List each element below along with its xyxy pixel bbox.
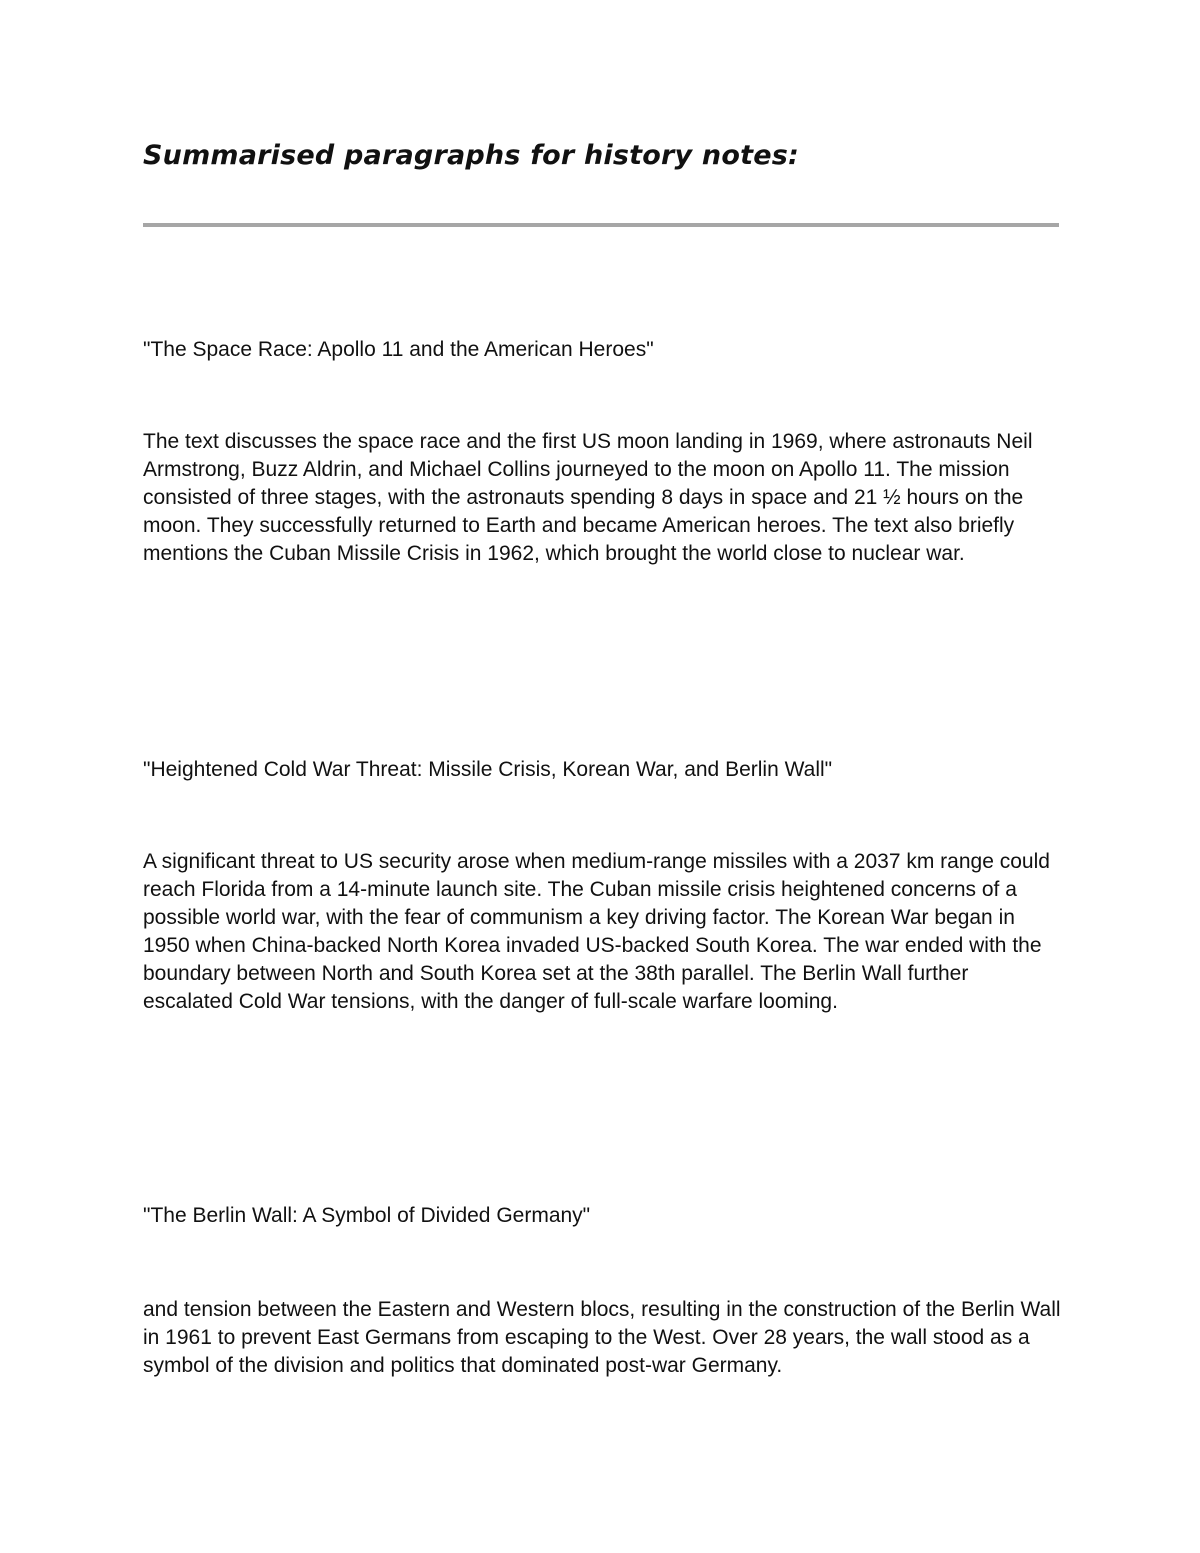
section-heading-berlin-wall: "The Berlin Wall: A Symbol of Divided Germany" <box>143 1204 591 1227</box>
section-heading-cold-war-threat: "Heightened Cold War Threat: Missile Crisis, Korean War, and Berlin Wall" <box>143 758 833 781</box>
section-body-space-race: The text discusses the space race and the first US moon landing in 1969, where astronauts Neil Armstrong, Buzz Aldrin, and Michael Collins journeyed to the moon on Apollo 11. The mission consisted of three stages, with the astronauts spending 8 days in space and 21 ½ hours on the moon. They successfully returned to Earth and became American heroes. The text also briefly mentions the Cuban Missile Crisis in 1962, which brought the world close to nuclear war. <box>143 430 1033 565</box>
document-title: Summarised paragraphs for history notes: <box>143 140 799 171</box>
section-body-cold-war-threat: A significant threat to US security arose when medium-range missiles with a 2037 km range could reach Florida from a 14-minute launch site. The Cuban missile crisis heightened concerns of a possible world war, with the fear of communism a key driving factor. The Korean War began in 1950 when China-backed North Korea invaded US-backed South Korea. The war ended with the boundary between North and South Korea set at the 38th parallel. The Berlin Wall further escalated Cold War tensions, with the danger of full-scale warfare looming. <box>143 850 1050 1013</box>
section-body-berlin-wall: and tension between the Eastern and Western blocs, resulting in the construction of the Berlin Wall in 1961 to prevent East Germans from escaping to the West. Over 28 years, the wall stood as a symbol of the division and politics that dominated post-war Germany. <box>143 1298 1061 1377</box>
title-divider <box>143 223 1059 227</box>
section-heading-space-race: "The Space Race: Apollo 11 and the American Heroes" <box>143 338 654 361</box>
